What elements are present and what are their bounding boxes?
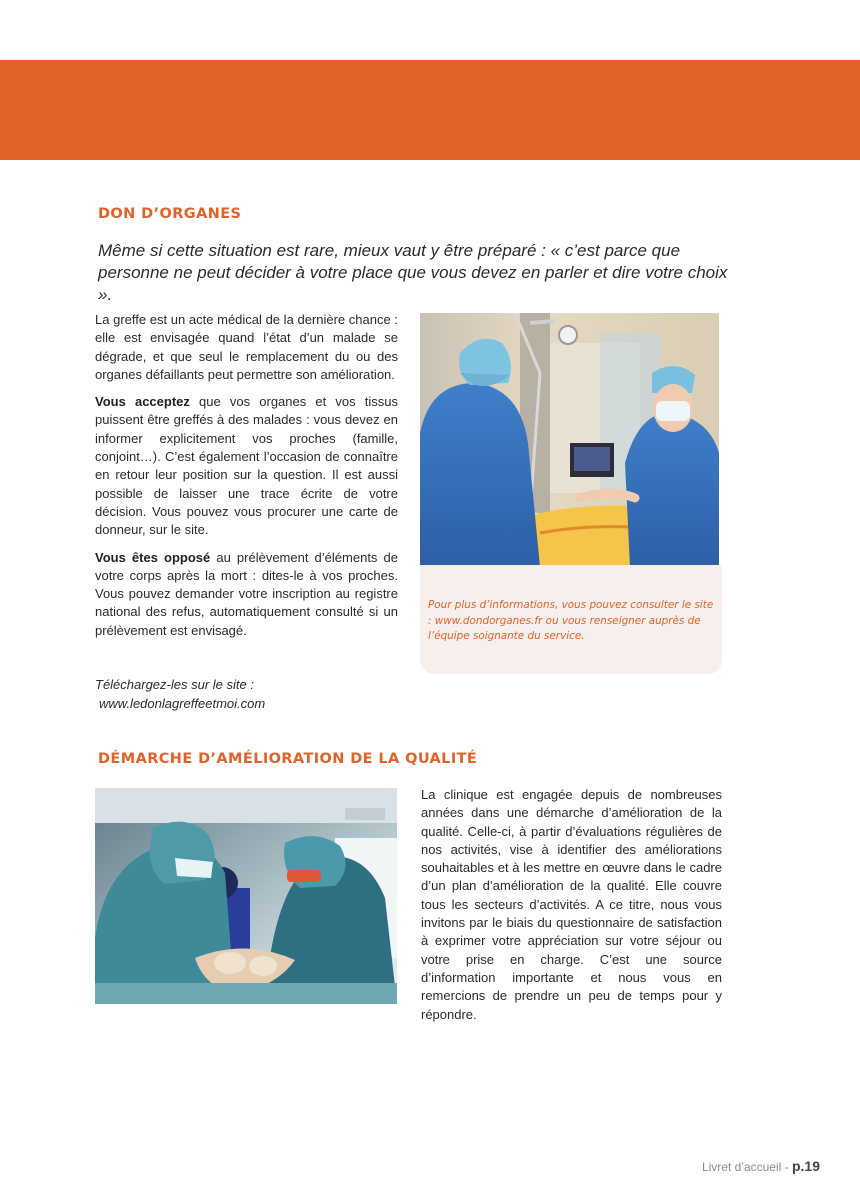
download-note bbox=[95, 676, 355, 713]
paragraph-vous-etes-oppose bbox=[95, 549, 398, 640]
paragraph-vous-acceptez bbox=[95, 393, 398, 539]
text-vous-acceptez: que vos organes et vos tissus puissent être greffés à des malades : vous devez en informer explicitement vos proches (famille, conjoint…). C’est également l’occasion de connaître en retour leur position sur la question. Il est aussi possible de laisser une trace écrite de votre décision. Vous pouvez vous procurer une carte de donneur, sur le site. bbox=[95, 394, 398, 538]
section-title-don-organes: DON D’ORGANES bbox=[98, 206, 242, 222]
page-footer bbox=[702, 1158, 820, 1174]
section-title-qualite: DÉMARCHE D’AMÉLIORATION DE LA QUALITÉ bbox=[98, 751, 478, 767]
photo-surgeons-operating bbox=[95, 788, 397, 1004]
qualite-text bbox=[421, 786, 722, 1033]
intro-quote: Même si cette situation est rare, mieux vaut y être préparé : « c’est parce que personne ne peut décider à votre place que vous devez en parler et dire votre choix ». bbox=[98, 241, 728, 304]
bold-vous-acceptez: Vous acceptez bbox=[95, 394, 190, 410]
info-box-text: Pour plus d’informations, vous pouvez consulter le site : www.dondorganes.fr ou vous renseigner auprès de l’équipe soignante du service. bbox=[428, 599, 714, 642]
text-vous-etes-oppose: au prélèvement d’éléments de votre corps après la mort : dites-le à vos proches. Vous pouvez demander votre inscription au registre national des refus, automatiquement consulté si un prélèvement est envisagé. bbox=[95, 549, 398, 638]
footer-label: Livret d’accueil - bbox=[701, 1160, 792, 1174]
photo-nurses-hospital-room bbox=[420, 313, 719, 567]
header-banner bbox=[0, 60, 860, 160]
paragraph-qualite: La clinique est engagée depuis de nombreuses années dans une démarche d’amélioration de la qualité. Celle-ci, à partir d’évaluations régulières de nos activités, vise à identifier des améliorations souhaitables et à les mettre en œuvre dans le cadre d’un plan d’amélioration de la qualité. Elle couvre tous les secteurs d’activités. A ce titre, nous vous invitons par le biais du questionnaire de satisfaction à exprimer votre appréciation sur votre séjour ou votre prise en charge. C’est une source d’information importante et nous vous en remercions de prendre un peu de temps pour y répondre. bbox=[421, 787, 722, 1022]
don-organes-text bbox=[95, 311, 398, 649]
download-label: Téléchargez-les sur le site : bbox=[95, 677, 254, 692]
paragraph-greffe: La greffe est un acte médical de la dernière chance : elle est envisagée quand l’état d’un malade se dégrade, et que seul le remplacement du ou des organes défaillants peut permettre son amélioration. bbox=[95, 312, 398, 382]
bold-vous-etes-oppose: Vous êtes opposé bbox=[95, 549, 211, 565]
download-url: www.ledonlagreffeetmoi.com bbox=[99, 695, 266, 711]
page-number: p.19 bbox=[791, 1158, 820, 1174]
info-box bbox=[420, 565, 722, 674]
